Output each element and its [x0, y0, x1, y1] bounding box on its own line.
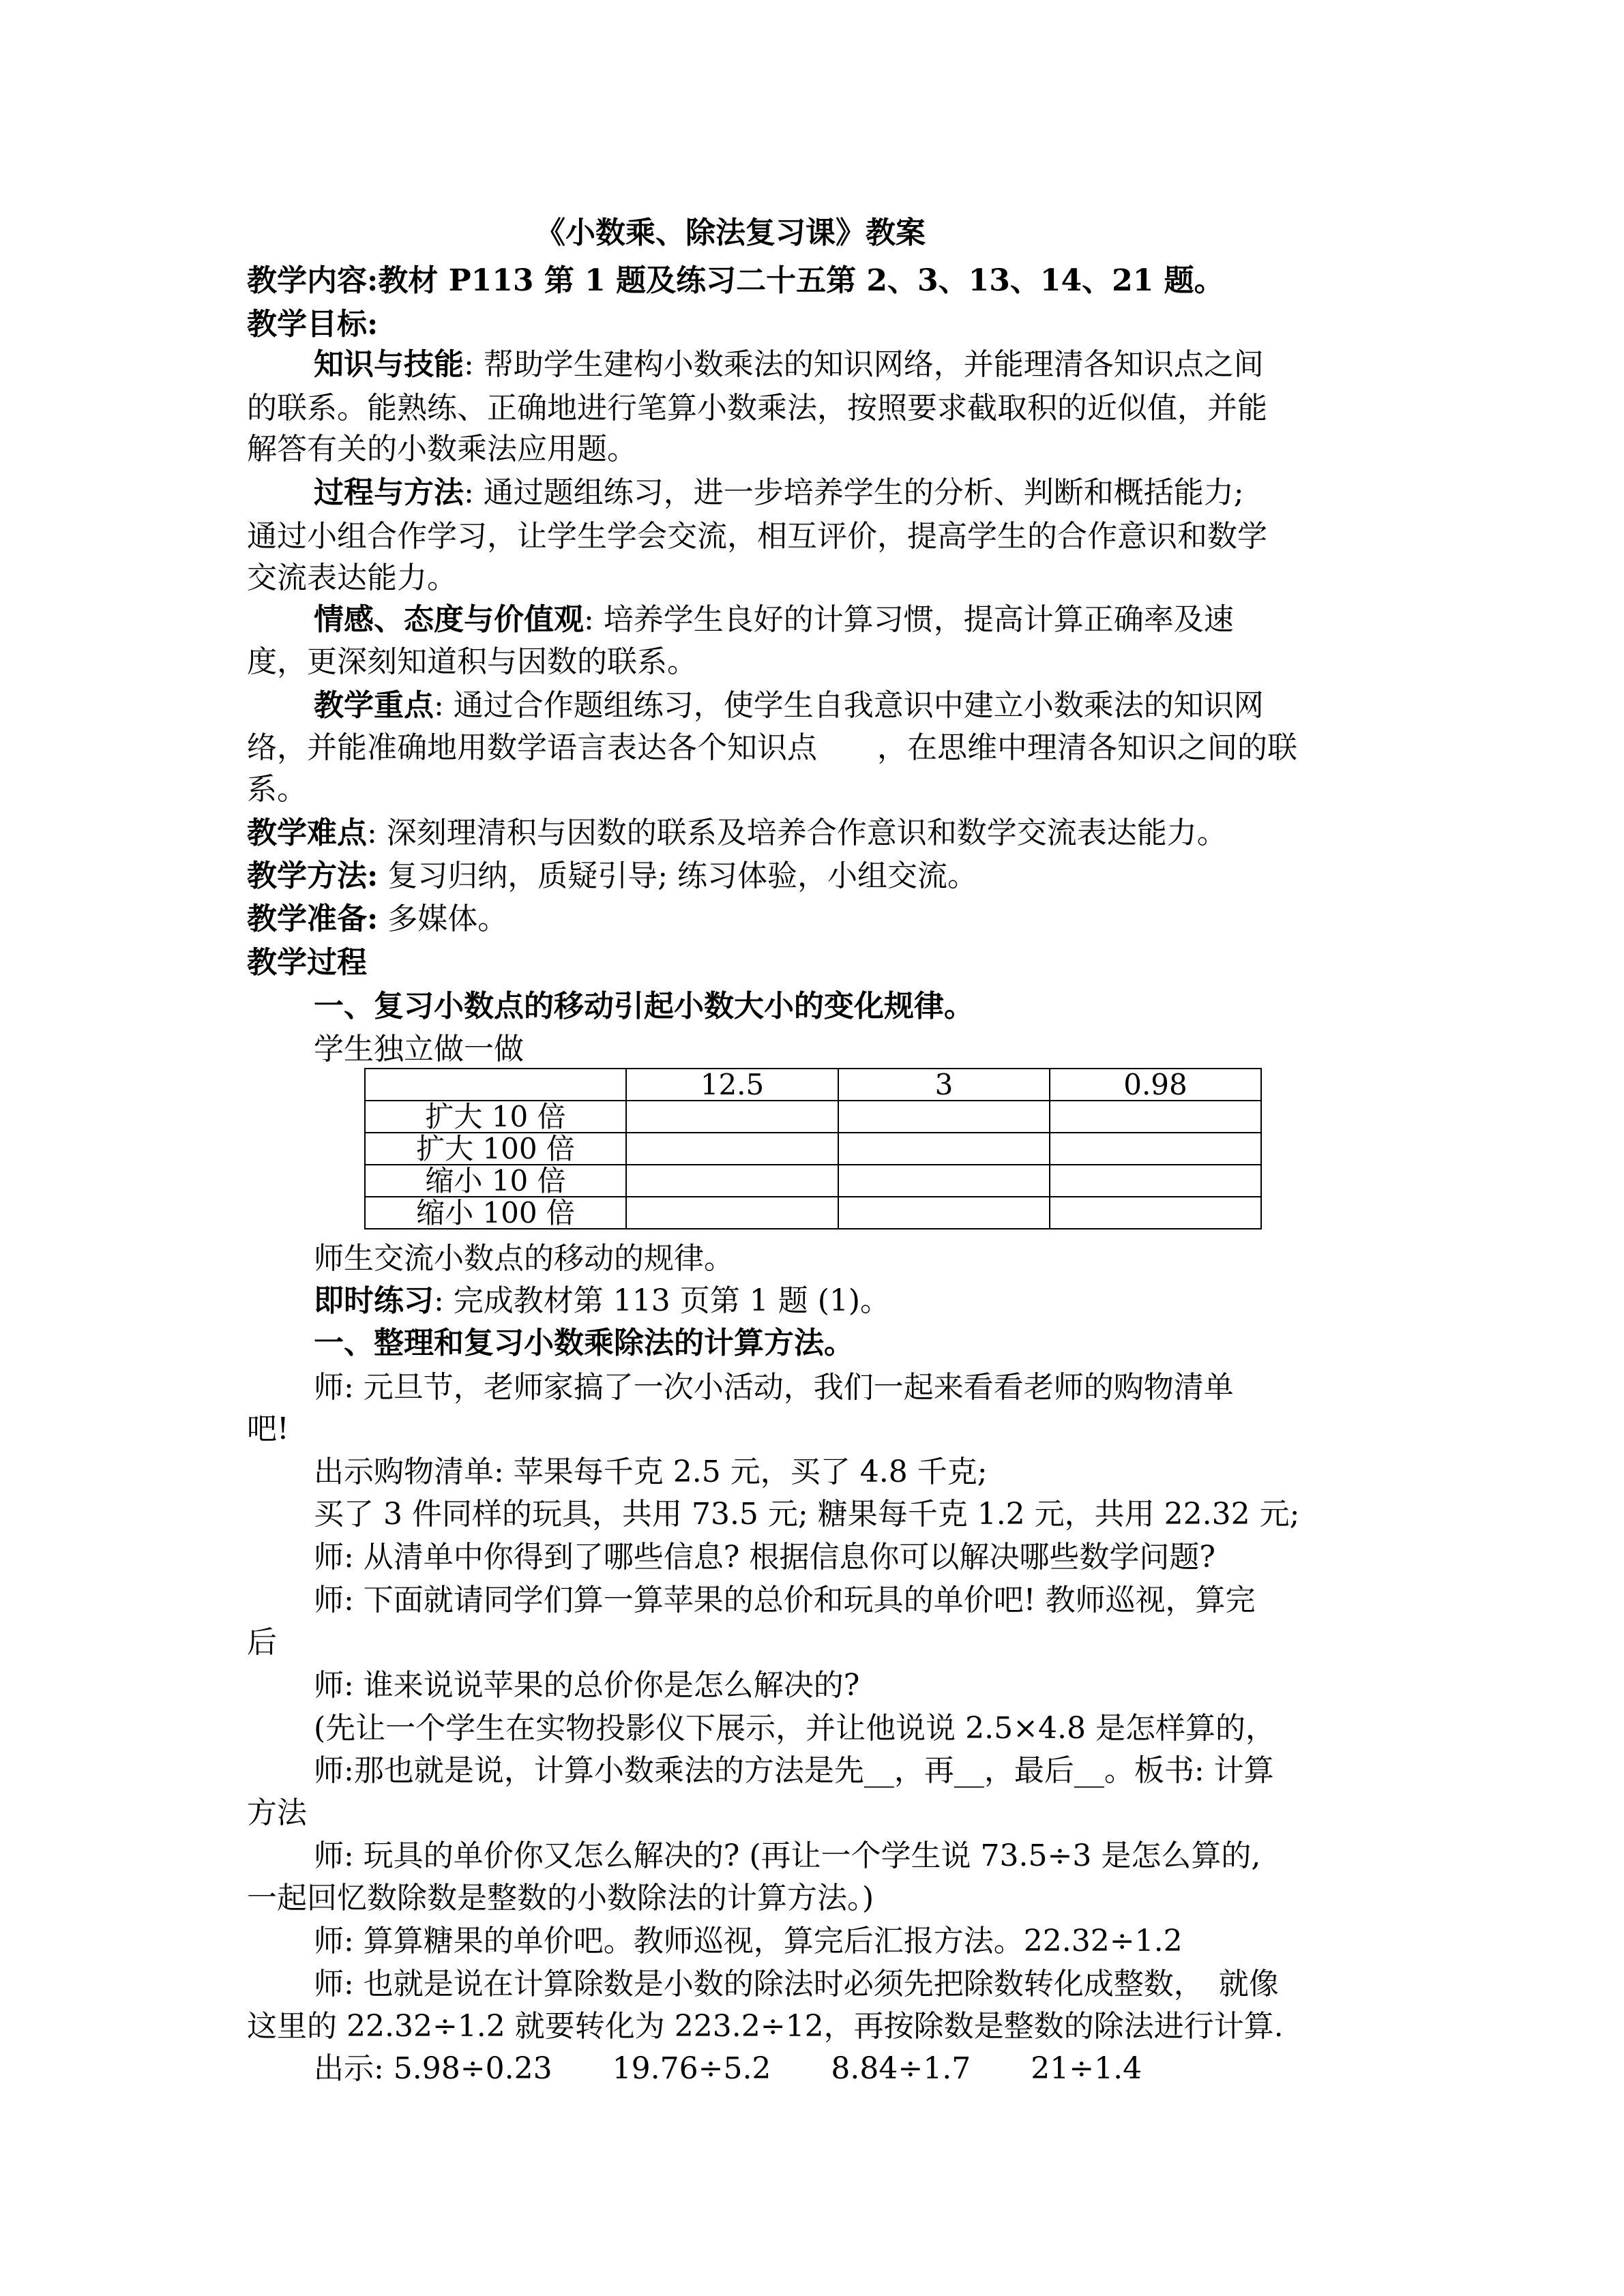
paragraph-5: (先让一个学生在实物投影仪下展示，并让他说说 2.5×4.8 是怎样算的， [314, 1711, 1275, 1746]
key-point-line3: 系。 [247, 772, 307, 807]
method: 教学方法: 复习归纳，质疑引导; 练习体验，小组交流。 [247, 859, 978, 893]
paragraph-6-line1: 师:那也就是说，计算小数乘法的方法是先__，再__，最后__。板书: 计算 [314, 1753, 1274, 1788]
exercise-list: 出示: 5.98÷0.23 19.76÷5.2 8.84÷1.7 21÷1.4 [314, 2051, 1142, 2086]
table-row-label: 扩大 10 倍 [365, 1101, 626, 1133]
key-point-line2: 络，并能准确地用数学语言表达各个知识点 ，在思维中理清各知识之间的联 [247, 730, 1297, 765]
paragraph-1-line2: 吧! [247, 1412, 289, 1446]
goal-emotion-line1: 情感、态度与价值观: 培养学生良好的计算习惯，提高计算正确率及速 [314, 602, 1234, 637]
table-row [365, 1197, 1261, 1229]
paragraph-9-line2: 这里的 22.32÷1.2 就要转化为 223.2÷12，再按除数是整数的除法进行计算. [247, 2009, 1284, 2044]
section-2-heading: 一、整理和复习小数乘除法的计算方法。 [314, 1326, 854, 1360]
table-row-label: 缩小 100 倍 [365, 1197, 626, 1229]
goals-heading: 教学目标: [247, 307, 379, 342]
paragraph-4: 师: 谁来说说苹果的总价你是怎么解决的? [314, 1668, 860, 1703]
table-header-cell: 12.5 [626, 1069, 838, 1101]
table-cell [626, 1165, 838, 1197]
section-1-heading: 一、复习小数点的移动引起小数大小的变化规律。 [314, 989, 974, 1024]
process-heading: 教学过程 [247, 945, 367, 980]
instant-practice: 即时练习: 完成教材第 113 页第 1 题 (1)。 [314, 1283, 891, 1318]
paragraph-3-line2: 后 [247, 1625, 277, 1660]
table-header-cell: 3 [838, 1069, 1050, 1101]
table-cell [838, 1101, 1050, 1133]
goal-emotion-line2: 度，更深刻知道积与因数的联系。 [247, 644, 697, 679]
table-header-row [365, 1069, 1261, 1101]
table-row [365, 1165, 1261, 1197]
table-cell [1050, 1165, 1261, 1197]
shopping-list-line1: 出示购物清单: 苹果每千克 2.5 元，买了 4.8 千克; [314, 1455, 988, 1489]
paragraph-6-line2: 方法 [247, 1795, 307, 1830]
table-row [365, 1133, 1261, 1165]
goal-process-line3: 交流表达能力。 [247, 561, 457, 595]
key-point-line1: 教学重点: 通过合作题组练习，使学生自我意识中建立小数乘法的知识网 [314, 688, 1264, 723]
preparation: 教学准备: 多媒体。 [247, 901, 508, 936]
table-cell [1050, 1133, 1261, 1165]
table-cell [626, 1133, 838, 1165]
table-cell [838, 1133, 1050, 1165]
table-cell [626, 1197, 838, 1229]
paragraph-8: 师: 算算糖果的单价吧。教师巡视，算完后汇报方法。22.32÷1.2 [314, 1924, 1183, 1958]
document-title: 《小数乘、除法复习课》教案 [535, 215, 926, 250]
table-cell [1050, 1101, 1261, 1133]
difficulty: 教学难点: 深刻理清积与因数的联系及培养合作意识和数学交流表达能力。 [247, 816, 1227, 850]
exchange-note: 师生交流小数点的移动的规律。 [314, 1241, 734, 1276]
table-cell [838, 1197, 1050, 1229]
paragraph-3-line1: 师: 下面就请同学们算一算苹果的总价和玩具的单价吧! 教师巡视，算完 [314, 1583, 1256, 1617]
paragraph-9-line1: 师: 也就是说在计算除数是小数的除法时必须先把除数转化成整数， 就像 [314, 1967, 1279, 2001]
paragraph-1-line1: 师: 元旦节，老师家搞了一次小活动，我们一起来看看老师的购物清单 [314, 1370, 1234, 1405]
independent-work: 学生独立做一做 [314, 1032, 524, 1067]
practice-table [364, 1068, 1262, 1229]
table-cell [838, 1165, 1050, 1197]
table-row-label: 缩小 10 倍 [365, 1165, 626, 1197]
paragraph-2: 师: 从清单中你得到了哪些信息? 根据信息你可以解决哪些数学问题? [314, 1540, 1215, 1575]
table-cell [1050, 1197, 1261, 1229]
goal-knowledge-line2: 的联系。能熟练、正确地进行笔算小数乘法，按照要求截取积的近似值，并能 [247, 391, 1267, 426]
goal-process-line1: 过程与方法: 通过题组练习，进一步培养学生的分析、判断和概括能力; [314, 475, 1244, 510]
table-cell [626, 1101, 838, 1133]
table-header-cell [365, 1069, 626, 1101]
goal-knowledge-line3: 解答有关的小数乘法应用题。 [247, 432, 637, 466]
table-row-label: 扩大 100 倍 [365, 1133, 626, 1165]
goal-knowledge-line1: 知识与技能: 帮助学生建构小数乘法的知识网络，并能理清各知识点之间 [314, 347, 1264, 382]
paragraph-7-line1: 师: 玩具的单价你又怎么解决的? (再让一个学生说 73.5÷3 是怎么算的, [314, 1838, 1261, 1873]
paragraph-7-line2: 一起回忆数除数是整数的小数除法的计算方法。) [247, 1881, 874, 1915]
goal-process-line2: 通过小组合作学习，让学生学会交流，相互评价，提高学生的合作意识和数学 [247, 519, 1267, 554]
table-header-cell: 0.98 [1050, 1069, 1261, 1101]
teaching-content: 教学内容:教材 P113 第 1 题及练习二十五第 2、3、13、14、21 题。 [247, 263, 1224, 298]
shopping-list-line2: 买了 3 件同样的玩具，共用 73.5 元; 糖果每千克 1.2 元，共用 22.32 元; [314, 1497, 1300, 1532]
table-row [365, 1101, 1261, 1133]
